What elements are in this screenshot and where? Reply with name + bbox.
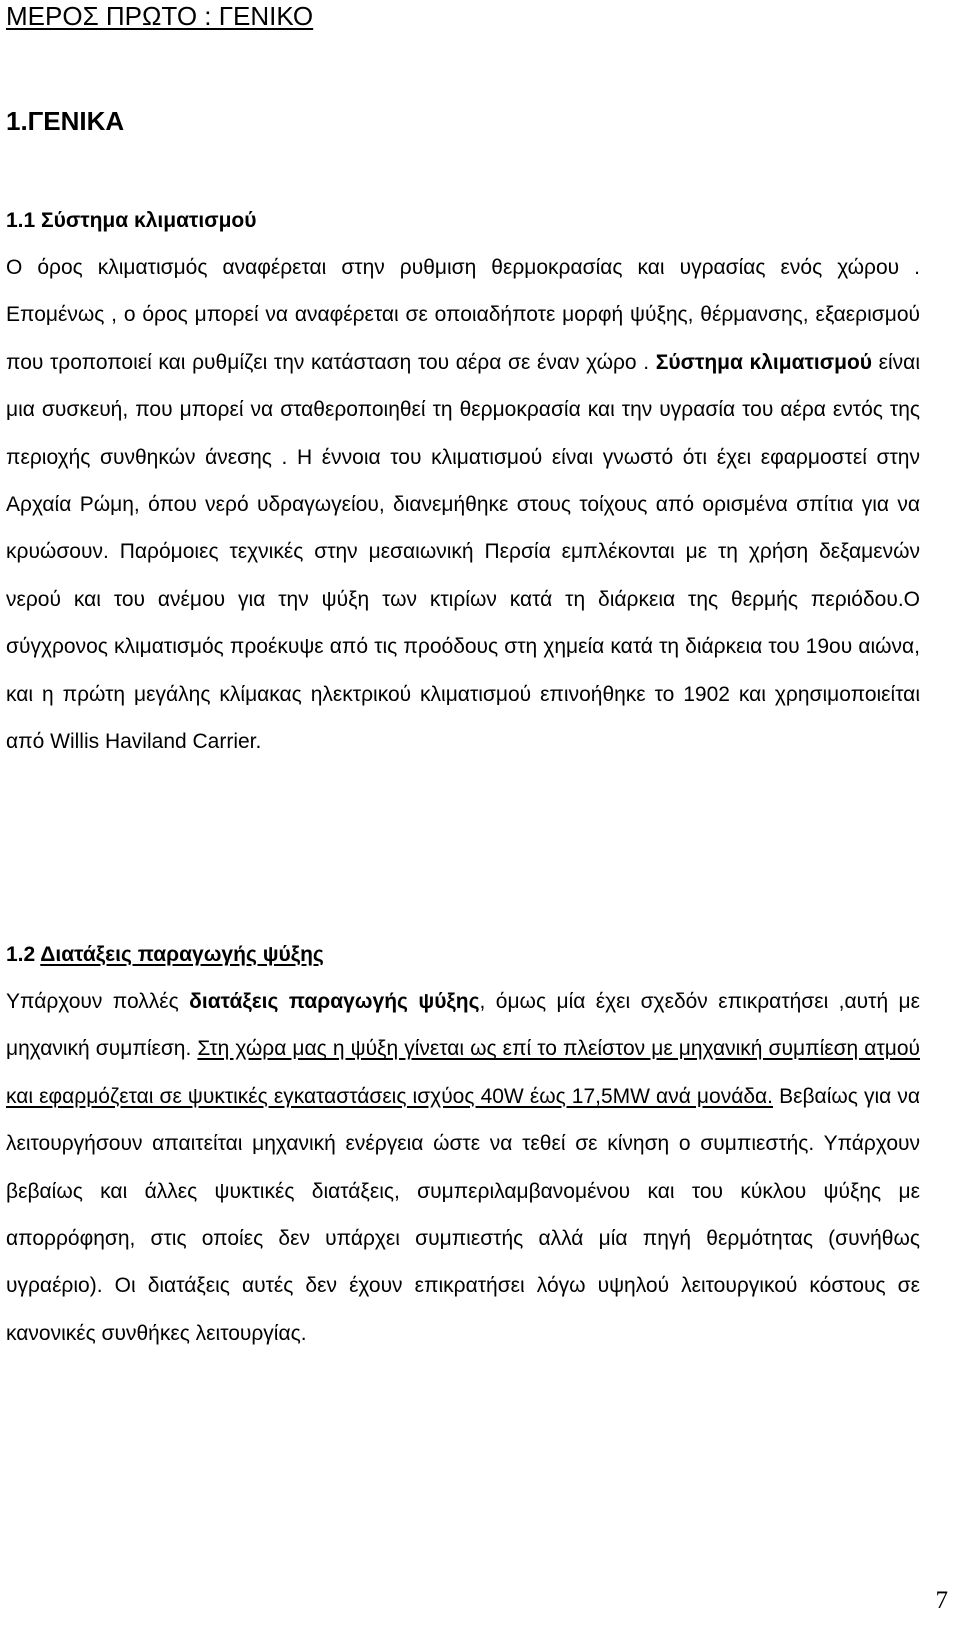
underlined-text: Στη χώρα μας η ψύξη γίνεται ως επί το πλείστον με μηχανική συμπίεση ατμού και εφαρμόζεται σε ψυκτικές εγκαταστάσεις ισχύος 40W έως 17,5MW ανά μονάδα. — [6, 1037, 920, 1108]
bold-term: Σύστημα κλιματισμού — [655, 350, 872, 374]
chapter-title: 1.ΓΕΝΙΚΑ — [6, 106, 125, 136]
section-cooling-devices — [6, 940, 920, 1357]
section-number: 1.2 — [6, 943, 36, 966]
section-heading-text: Διατάξεις παραγωγής ψύξης — [40, 943, 324, 966]
paragraph-text: , όμως μία έχει σχεδόν επικρατήσει ,αυτή με μηχανική συμπίεση. — [6, 990, 920, 1061]
paragraph-text: Βεβαίως για να λειτουργήσουν απαιτείται μηχανική ενέργεια ώστε να τεθεί σε κίνηση ο συμπιεστής. Υπάρχουν βεβαίως και άλλες ψυκτικές διατάξεις, συμπεριλαμβανομένου και του κύκλου ψύξης με απορρόφηση, στις οποίες δεν υπάρχει συμπιεστής αλλά μία πηγή θερμότητας (συνήθως υγραέριο). Οι διατάξεις αυτές δεν έχουν επικρατήσει λόγω υψηλού λειτουργικού κόστους σε κανονικές συνθήκες λειτουργίας. — [6, 1084, 920, 1345]
paragraph-text: είναι μια συσκευή, που μπορεί να σταθεροποιηθεί τη θερμοκρασία και την υγρασία του αέρα εντός της περιοχής συνθηκών άνεσης . Η έννοια του κλιματισμού είναι γνωστό ότι έχει εφαρμοστεί στην Αρχαία Ρώμη, όπου νερό υδραγωγείου, διανεμήθηκε στους τοίχους από ορισμένα σπίτια για να κρυώσουν. Παρόμοιες τεχνικές στην μεσαιωνική Περσία εμπλέκονται με τη χρήση δεξαμενών νερού και του ανέμου για την ψύξη των κτιρίων κατά τη διάρκεια της θερμής περιόδου.Ο σύγχρονος κλιματισμός προέκυψε από τις προόδους στη χημεία κατά τη διάρκεια του 19ου αιώνα, και η πρώτη μεγάλης κλίμακας ηλεκτρικού κλιματισμού επινοήθηκε το 1902 και χρησιμοποιείται από Willis Haviland Carrier. — [6, 350, 920, 754]
section-paragraph — [6, 244, 920, 765]
page-number: 7 — [935, 1587, 948, 1614]
bold-term: διατάξεις παραγωγής ψύξης — [189, 990, 480, 1013]
section-heading — [6, 940, 920, 970]
part-title: ΜΕΡΟΣ ΠΡΩΤΟ : ΓΕΝΙΚΟ — [6, 1, 314, 31]
section-heading: 1.1 Σύστημα κλιματισμού — [6, 209, 257, 232]
section-paragraph — [6, 978, 920, 1357]
section-air-conditioning — [6, 206, 920, 765]
paragraph-text: Ο όρος κλιματισμός αναφέρεται στην ρυθμιση θερμοκρασίας και υγρασίας ενός χώρου . Επομένως , ο όρος μπορεί να αναφέρεται σε οποιαδήποτε μορφή ψύξης, θέρμανσης, εξαερισμού που τροποποιεί και ρυθμίζει την κατάσταση του αέρα σε έναν χώρο . — [6, 256, 920, 374]
paragraph-text: Υπάρχουν πολλές — [6, 990, 179, 1013]
